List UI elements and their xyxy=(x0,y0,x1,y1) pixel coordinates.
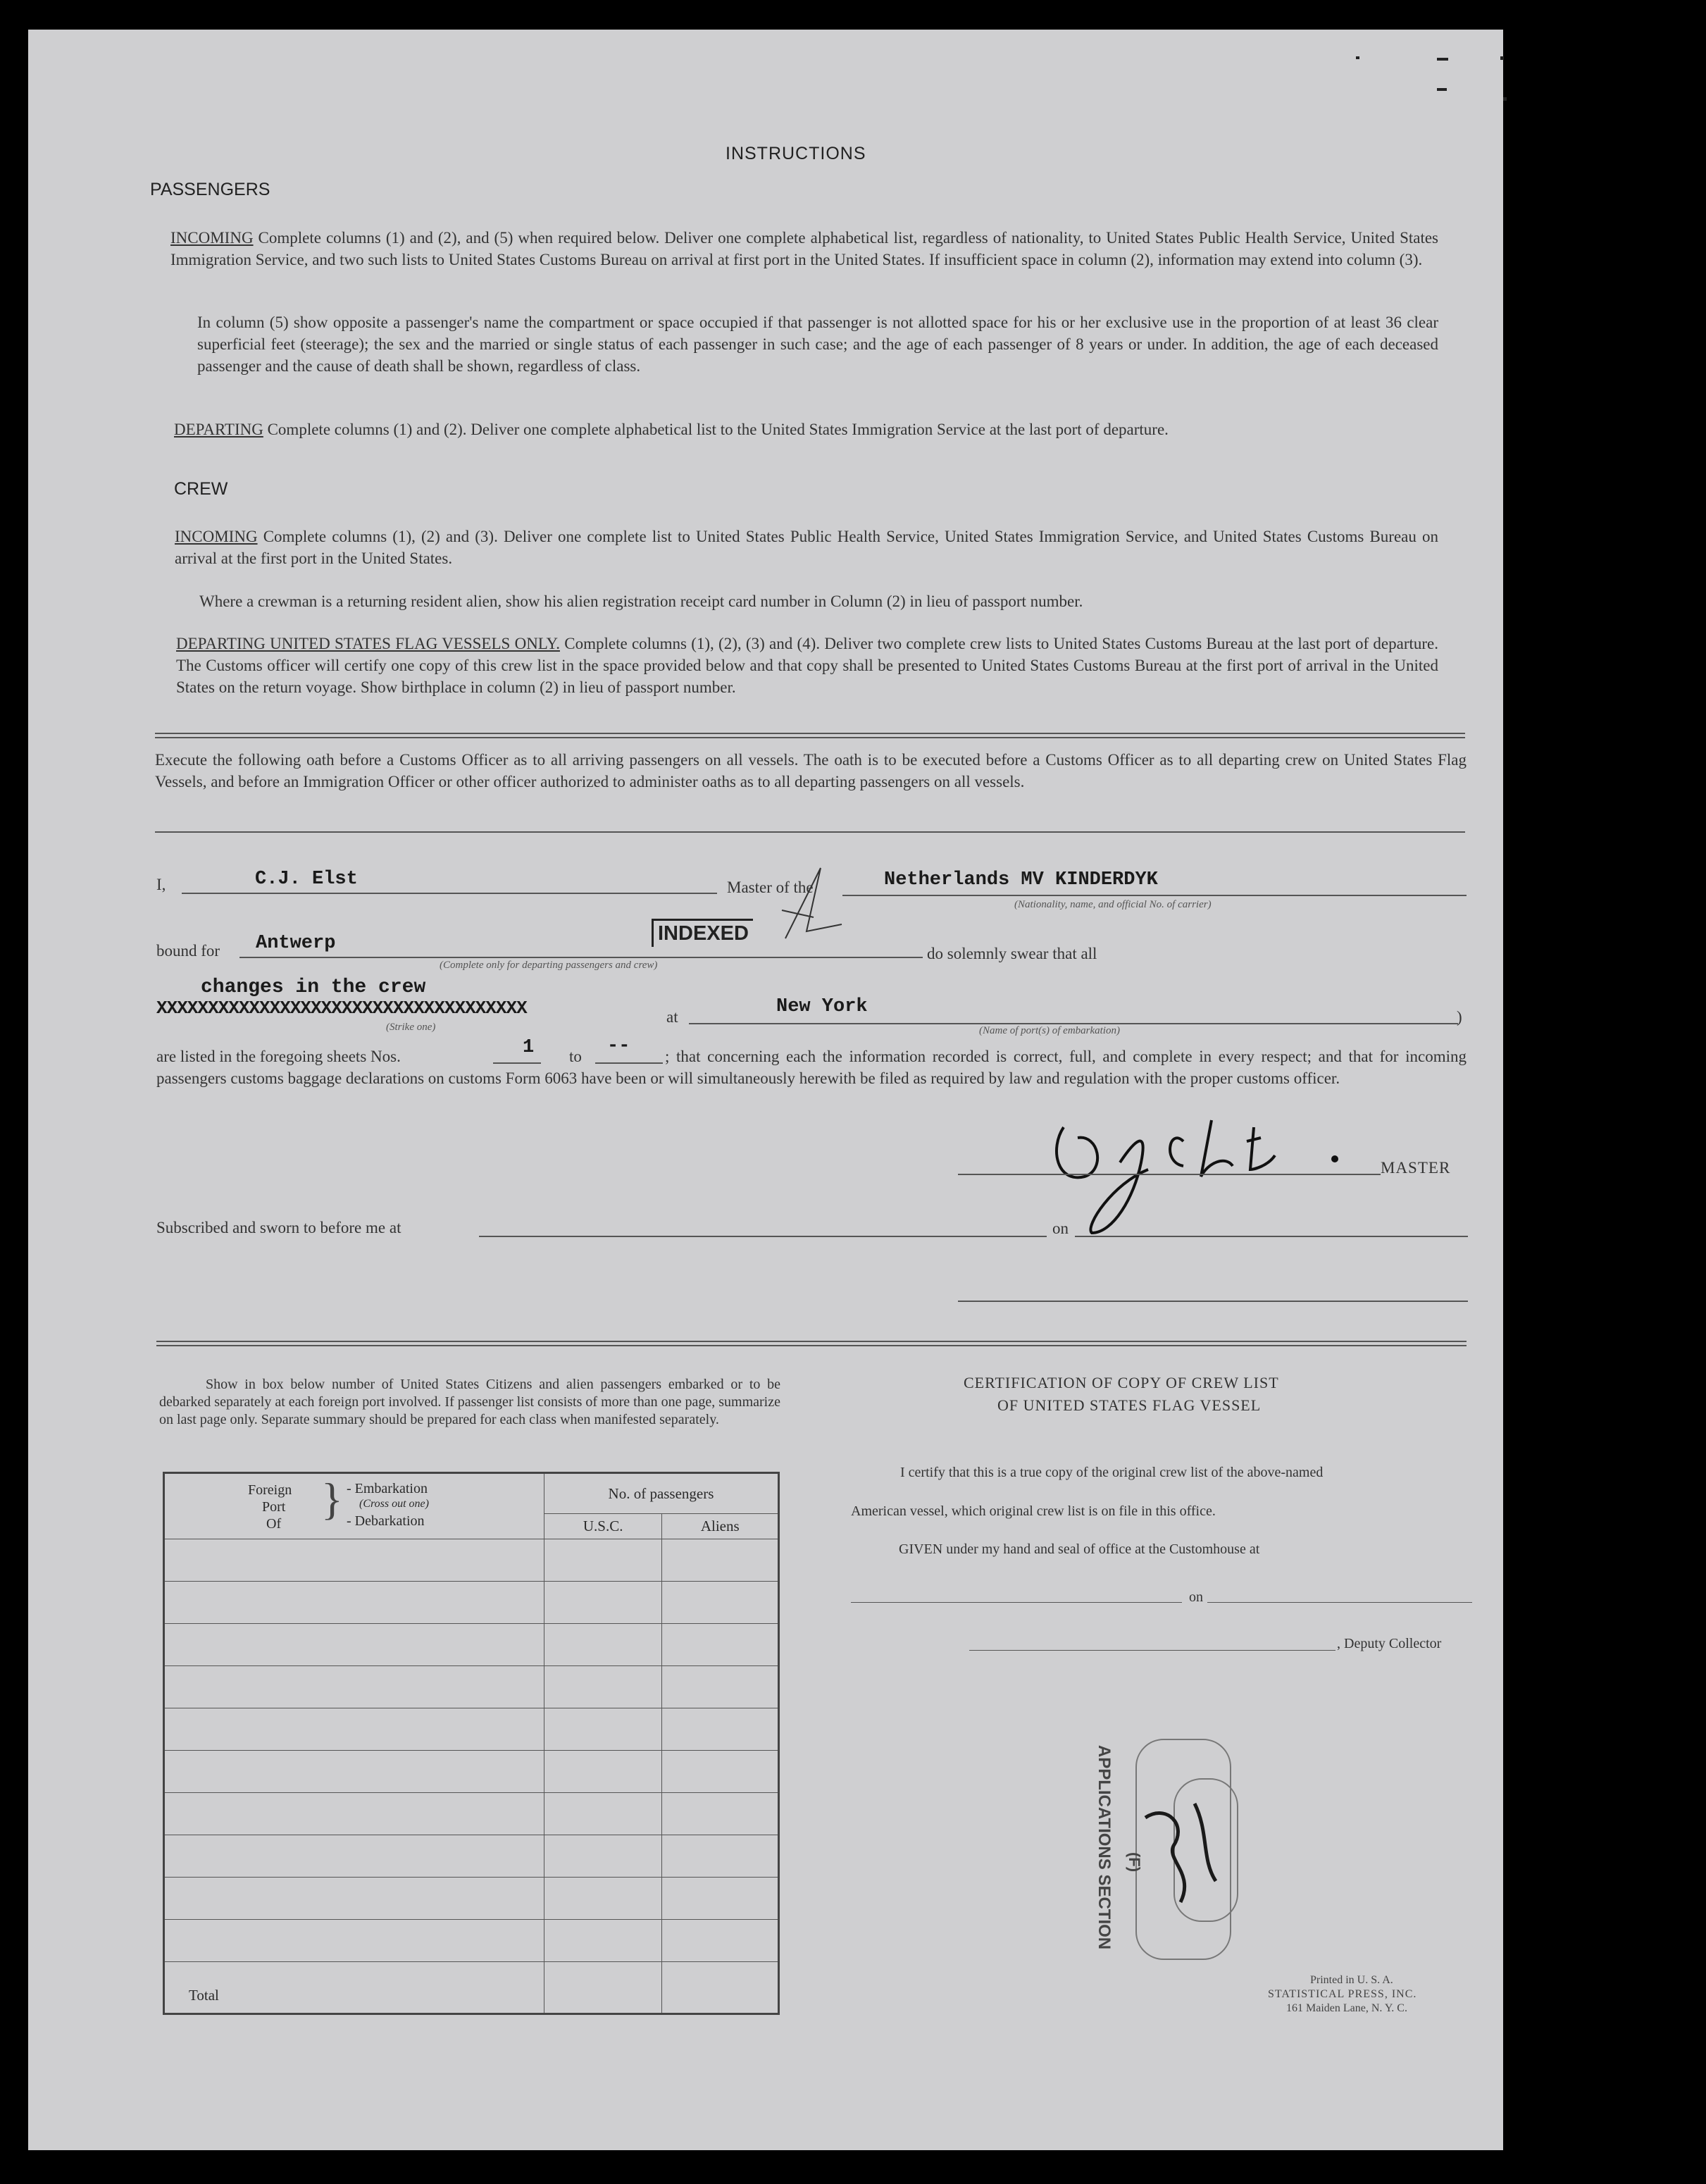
usc-row-cell[interactable] xyxy=(544,1835,662,1878)
vessel-caption: (Nationality, name, and official No. of carrier) xyxy=(1014,899,1212,910)
printer-line-2: STATISTICAL PRESS, INC. xyxy=(1268,1988,1417,2000)
certification-title-1: CERTIFICATION OF COPY OF CREW LIST xyxy=(964,1374,1279,1391)
scan-speck xyxy=(1437,58,1448,61)
usc-row-cell[interactable] xyxy=(544,1624,662,1666)
port-close-paren: ) xyxy=(1457,1008,1462,1026)
crew-departing-text: Complete columns (1), (2), (3) and (4). Deliver two complete crew lists to United States Customs Bureau at the last port of departure. The Customs officer will certify one copy of this crew list in the space provided below and that copy shall be presented to United States Customs Bureau at the first port of arrival in the United States on the return voyage. Show birthplace in column (2) in lieu of passport number. xyxy=(176,635,1439,696)
port-row-cell[interactable] xyxy=(164,1878,544,1920)
crew-incoming-label: INCOMING xyxy=(175,528,258,545)
aliens-row-cell[interactable] xyxy=(662,1666,779,1708)
officer-signature-line xyxy=(958,1301,1468,1302)
aliens-row-cell[interactable] xyxy=(662,1539,779,1582)
ports-summary-table xyxy=(163,1472,780,2015)
stamp-applications-section: APPLICATIONS SECTION xyxy=(1095,1744,1114,1950)
crew-departing-label: DEPARTING UNITED STATES FLAG VESSELS ONLY. xyxy=(176,635,560,652)
to-label: to xyxy=(569,1048,582,1065)
certify-line-2: American vessel, which original crew list is on file in this office. xyxy=(851,1503,1216,1519)
crew-incoming-text: Complete columns (1), (2) and (3). Deliver one complete list to United States Public Health Service, United States Immigration Service, and United States Customs Bureau on arrival at the first port in the United States. xyxy=(175,528,1438,567)
master-signature-line xyxy=(958,1174,1381,1175)
lower-divider xyxy=(156,1341,1467,1346)
foreign-port-header xyxy=(164,1473,544,1539)
no-of-passengers-header: No. of passengers xyxy=(544,1473,778,1514)
sheet-to-value: -- xyxy=(607,1036,630,1057)
crew-incoming-paragraph xyxy=(175,526,1438,569)
total-label: Total xyxy=(189,1987,219,2004)
scan-speck xyxy=(1356,56,1359,59)
brace-glyph: } xyxy=(321,1474,343,1524)
of-label: Of xyxy=(266,1516,282,1532)
passengers-departing-text: Complete columns (1) and (2). Deliver one complete alphabetical list to the United States Immigration Service at the last port of departure. xyxy=(267,421,1169,438)
passengers-incoming-label: INCOMING xyxy=(170,229,254,247)
port-line xyxy=(689,1023,1458,1024)
scan-speck xyxy=(1437,88,1447,91)
indexed-initials-mark xyxy=(778,861,849,945)
scan-speck xyxy=(1503,97,1507,101)
debarkation-label: - Debarkation xyxy=(347,1513,425,1529)
aliens-total-cell[interactable] xyxy=(662,1962,779,2014)
aliens-row-cell[interactable] xyxy=(662,1835,779,1878)
port-value: New York xyxy=(776,996,868,1017)
cert-on-label: on xyxy=(1189,1589,1203,1605)
passengers-incoming-paragraph xyxy=(170,227,1438,271)
listed-suffix-text xyxy=(156,1046,1467,1089)
crew-departing-paragraph xyxy=(176,633,1438,698)
port-row-cell[interactable] xyxy=(164,1835,544,1878)
passengers-departing-paragraph xyxy=(174,418,1438,440)
sworn-date-line xyxy=(1075,1236,1468,1237)
aliens-row-cell[interactable] xyxy=(662,1751,779,1793)
section-heading-passengers: PASSENGERS xyxy=(150,180,270,199)
port-caption: (Name of port(s) of embarkation) xyxy=(979,1025,1120,1036)
passengers-departing-label: DEPARTING xyxy=(174,421,263,438)
struck-out-text: XXXXXXXXXXXXXXXXXXXXXXXXXXXXXXXXXXXX xyxy=(156,998,527,1019)
port-row-cell[interactable] xyxy=(164,1920,544,1962)
foreign-label: Foreign xyxy=(248,1482,292,1498)
oath-i-label: I, xyxy=(156,876,166,893)
aliens-header: Aliens xyxy=(662,1514,779,1539)
aliens-row-cell[interactable] xyxy=(662,1920,779,1962)
listed-suffix-span: ; that concerning each the information recorded is correct, full, and complete in every respect; and that for incoming passengers customs baggage declarations on customs Form 6063 have been or will simultaneously herewith be filed as required by law and regulation with the proper customs officer. xyxy=(156,1048,1467,1087)
usc-row-cell[interactable] xyxy=(544,1708,662,1751)
oath-divider xyxy=(155,831,1465,833)
master-of-the-label: Master of the xyxy=(727,879,814,896)
sworn-on-label: on xyxy=(1052,1220,1069,1237)
master-label: MASTER xyxy=(1381,1159,1451,1177)
section-divider xyxy=(155,733,1465,738)
port-row-cell[interactable] xyxy=(164,1793,544,1835)
column5-paragraph: In column (5) show opposite a passenger's name the compartment or space occupied if that passenger is not allotted space for his or her exclusive use in the proportion of at least 36 clear superficial feet (steerage); the sex and the married or single status of each passenger in such case; and the age of each passenger of 8 years or under. In addition, the age of each deceased passenger and the cause of death shall be shown, regardless of class. xyxy=(197,314,1438,375)
usc-row-cell[interactable] xyxy=(544,1751,662,1793)
stamp-handwritten-mark xyxy=(1124,1775,1223,1930)
printer-line-3: 161 Maiden Lane, N. Y. C. xyxy=(1286,2002,1407,2014)
strike-caption: (Strike one) xyxy=(386,1022,436,1033)
port-row-cell[interactable] xyxy=(164,1624,544,1666)
vessel-line xyxy=(842,895,1467,896)
passengers-incoming-text: Complete columns (1) and (2), and (5) when required below. Deliver one complete alphabetical list, regardless of nationality, to United States Public Health Service, United States Immigration Service, and two such lists to United States Customs Bureau on arrival at first port in the United States. If insufficient space in column (2), information may extend into column (3). xyxy=(170,229,1439,268)
master-name-line xyxy=(182,893,717,894)
aliens-row-cell[interactable] xyxy=(662,1624,779,1666)
indexed-stamp: INDEXED xyxy=(652,919,753,947)
printer-line-1: Printed in U. S. A. xyxy=(1310,1974,1393,1986)
deputy-collector-line xyxy=(969,1650,1335,1651)
usc-row-cell[interactable] xyxy=(544,1878,662,1920)
subscribed-label: Subscribed and sworn to before me at xyxy=(156,1219,401,1236)
total-label-cell xyxy=(164,1962,544,2014)
master-signature xyxy=(1042,1099,1359,1240)
cert-date-line xyxy=(1207,1602,1472,1603)
listed-prefix-text: are listed in the foregoing sheets Nos. xyxy=(156,1048,401,1065)
summary-instructions: Show in box below number of United States Citizens and alien passengers embarked or to be debarked separately at each foreign port involved. If passenger list consists of more than one page, summarize on last page only. Separate summary should be prepared for each class when manifested separately. xyxy=(159,1377,780,1427)
swear-text: do solemnly swear that all xyxy=(927,945,1097,962)
destination-value: Antwerp xyxy=(256,933,336,954)
sworn-place-line xyxy=(479,1236,1047,1237)
stamp-sub: (F) xyxy=(1126,1851,1144,1873)
bound-caption: (Complete only for departing passengers and crew) xyxy=(440,960,658,971)
aliens-row-cell[interactable] xyxy=(662,1878,779,1920)
oath-intro-paragraph: Execute the following oath before a Customs Officer as to all arriving passengers on all vessels. The oath is to be executed before a Customs Officer as to all departing crew on United States Flag Vessels, and before an Immigration Officer or other officer authorized to administer oaths as to all departing passengers on all vessels. xyxy=(155,751,1467,790)
aliens-row-cell[interactable] xyxy=(662,1708,779,1751)
scan-speck xyxy=(1500,56,1504,60)
certify-line-1: I certify that this is a true copy of the original crew list of the above-named xyxy=(900,1465,1324,1480)
usc-row-cell[interactable] xyxy=(544,1666,662,1708)
port-row-cell[interactable] xyxy=(164,1708,544,1751)
deputy-collector-label: , Deputy Collector xyxy=(1337,1636,1442,1651)
port-row-cell[interactable] xyxy=(164,1666,544,1708)
usc-total-cell[interactable] xyxy=(544,1962,662,2014)
usc-row-cell[interactable] xyxy=(544,1920,662,1962)
port-label: Port xyxy=(262,1499,286,1515)
vessel-value: Netherlands MV KINDERDYK xyxy=(884,869,1158,891)
page-title: INSTRUCTIONS xyxy=(726,144,866,163)
aliens-row-cell[interactable] xyxy=(662,1582,779,1624)
customhouse-line xyxy=(851,1602,1182,1603)
bound-for-label: bound for xyxy=(156,942,220,960)
port-row-cell[interactable] xyxy=(164,1539,544,1582)
given-line: GIVEN under my hand and seal of office at the Customhouse at xyxy=(899,1541,1260,1557)
crew-resident-paragraph: Where a crewman is a returning resident alien, show his alien registration receipt card number in Column (2) in lieu of passport number. xyxy=(199,592,1083,610)
usc-header: U.S.C. xyxy=(544,1514,662,1539)
embarkation-label: - Embarkation xyxy=(347,1481,428,1496)
aliens-row-cell[interactable] xyxy=(662,1793,779,1835)
port-row-cell[interactable] xyxy=(164,1582,544,1624)
port-row-cell[interactable] xyxy=(164,1751,544,1793)
certification-title-2: OF UNITED STATES FLAG VESSEL xyxy=(997,1396,1262,1414)
usc-row-cell[interactable] xyxy=(544,1582,662,1624)
cross-out-caption: (Cross out one) xyxy=(359,1498,429,1510)
section-heading-crew: CREW xyxy=(174,479,228,499)
usc-row-cell[interactable] xyxy=(544,1539,662,1582)
usc-row-cell[interactable] xyxy=(544,1793,662,1835)
master-name-value: C.J. Elst xyxy=(255,869,358,890)
sheet-from-value: 1 xyxy=(523,1037,535,1058)
destination-line xyxy=(239,957,923,958)
at-label: at xyxy=(666,1008,678,1026)
changes-in-crew-value: changes in the crew xyxy=(201,976,426,998)
